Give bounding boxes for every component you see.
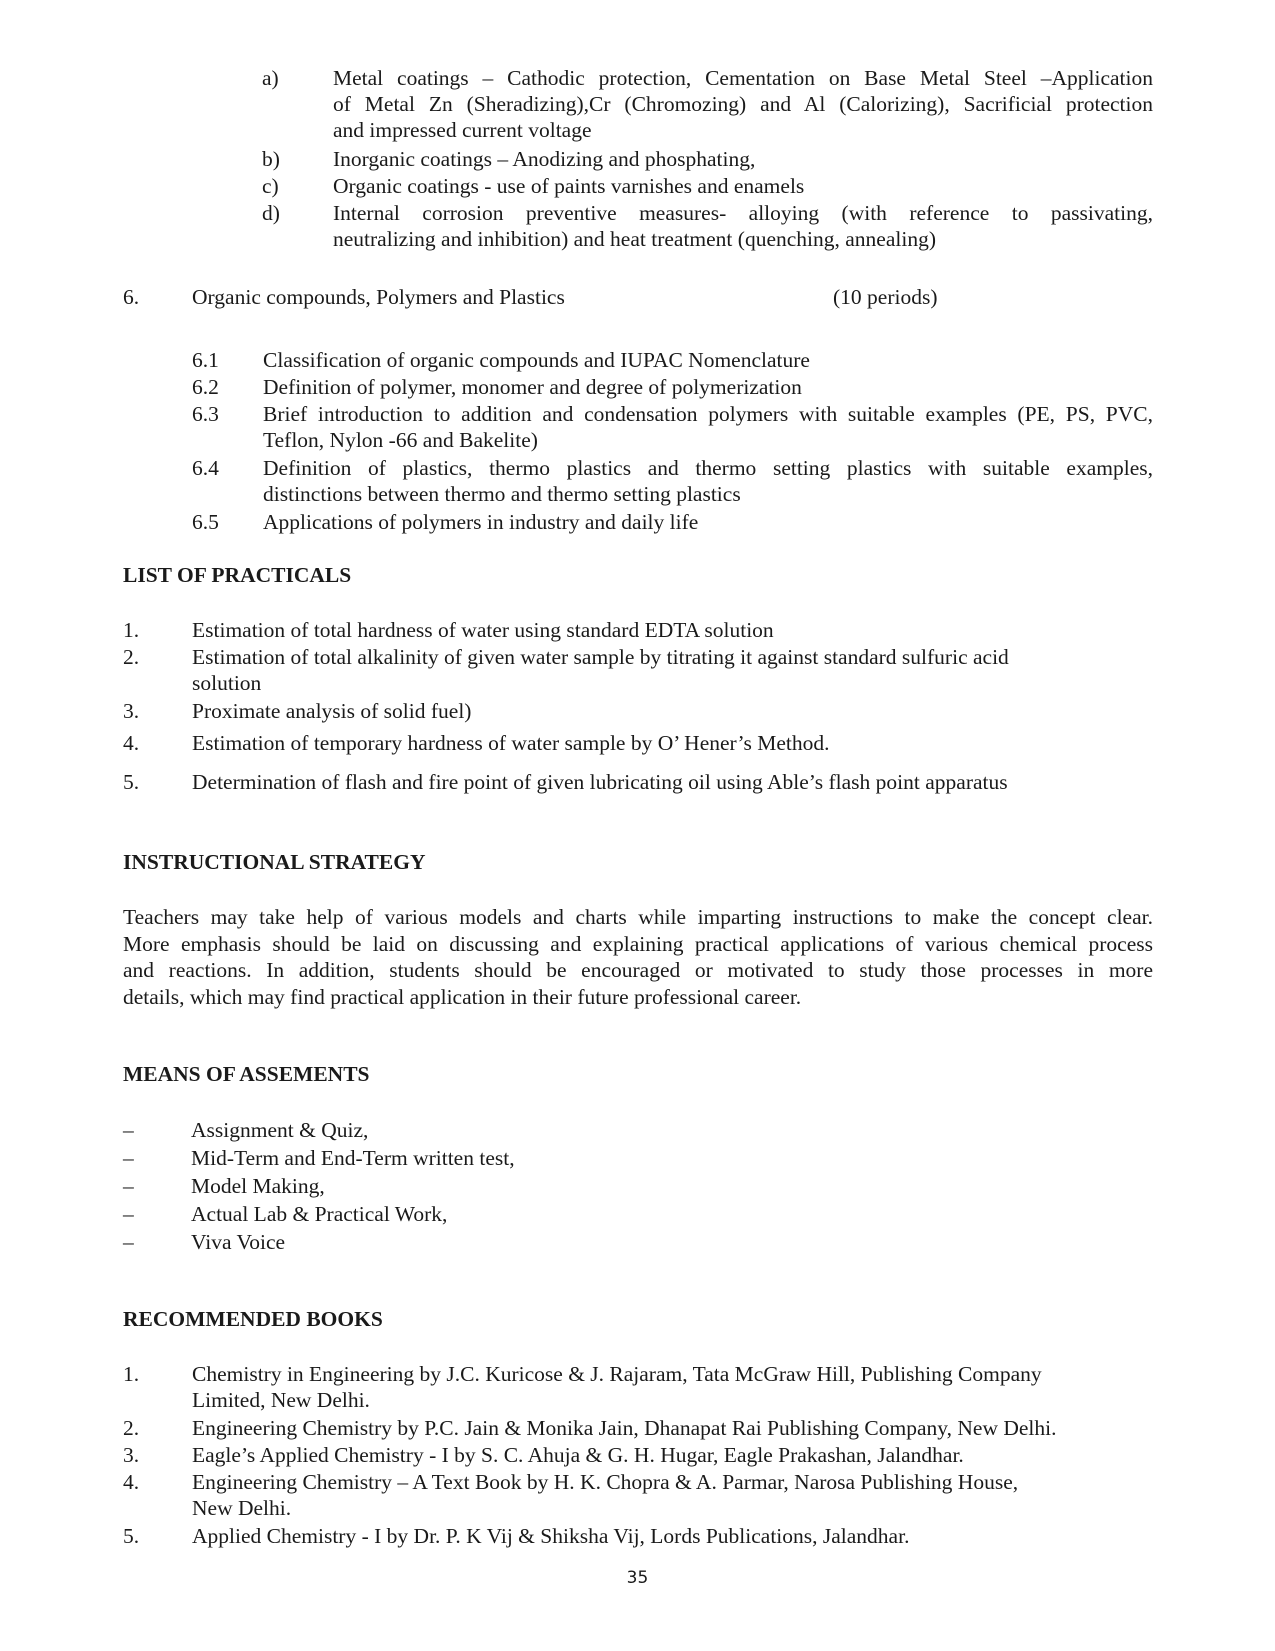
item-label: c)	[262, 174, 279, 198]
item-line: Definition of plastics, thermo plastics and thermo setting plastics with suitable examples,	[263, 456, 1153, 480]
item-line: Inorganic coatings – Anodizing and phosphating,	[333, 147, 756, 171]
item-label: 6.4	[192, 456, 219, 480]
strategy-heading: INSTRUCTIONAL STRATEGY	[123, 850, 426, 874]
dash-bullet: –	[123, 1202, 134, 1226]
item-label: 1.	[123, 1362, 140, 1386]
unit-title: Organic compounds, Polymers and Plastics	[192, 285, 565, 309]
item-line: Teflon, Nylon -66 and Bakelite)	[263, 428, 538, 452]
item-line: Viva Voice	[191, 1230, 286, 1254]
item-line: Estimation of temporary hardness of water sample by O’ Hener’s Method.	[192, 731, 830, 755]
item-label: 6.1	[192, 348, 219, 372]
unit-periods: (10 periods)	[833, 285, 938, 309]
item-label: 4.	[123, 731, 140, 755]
dash-bullet: –	[123, 1174, 134, 1198]
unit-number: 6.	[123, 285, 140, 309]
item-line: Definition of polymer, monomer and degree of polymerization	[263, 375, 802, 399]
item-line: Determination of flash and fire point of given lubricating oil using Able’s flash point apparatus	[192, 770, 1008, 794]
dash-bullet: –	[123, 1230, 134, 1254]
item-label: 3.	[123, 1443, 140, 1467]
item-line: Internal corrosion preventive measures- alloying (with reference to passivating,	[333, 201, 1153, 225]
item-label: 6.2	[192, 375, 219, 399]
item-label: 3.	[123, 699, 140, 723]
paragraph-line: and reactions. In addition, students should be encouraged or motivated to study those processes in more	[123, 958, 1153, 982]
item-line: Engineering Chemistry by P.C. Jain & Monika Jain, Dhanapat Rai Publishing Company, New Delhi.	[192, 1416, 1057, 1440]
item-label: 4.	[123, 1470, 140, 1494]
item-line: neutralizing and inhibition) and heat treatment (quenching, annealing)	[333, 227, 936, 251]
item-line: Proximate analysis of solid fuel)	[192, 699, 472, 723]
paragraph-line: Teachers may take help of various models and charts while imparting instructions to make the concept clear.	[123, 905, 1153, 929]
item-line: Estimation of total hardness of water using standard EDTA solution	[192, 618, 774, 642]
item-label: 5.	[123, 770, 140, 794]
item-line: Applications of polymers in industry and daily life	[263, 510, 699, 534]
item-line: Actual Lab & Practical Work,	[191, 1202, 448, 1226]
item-label: 1.	[123, 618, 140, 642]
item-line: Organic coatings - use of paints varnishes and enamels	[333, 174, 805, 198]
item-line: Estimation of total alkalinity of given water sample by titrating it against standard sulfuric acid	[192, 645, 1009, 669]
assessments-heading: MEANS OF ASSEMENTS	[123, 1062, 370, 1086]
item-label: d)	[262, 201, 280, 225]
books-heading: RECOMMENDED BOOKS	[123, 1307, 383, 1331]
item-line: New Delhi.	[192, 1496, 292, 1520]
item-line: Assignment & Quiz,	[191, 1118, 369, 1142]
item-label: b)	[262, 147, 280, 171]
item-line: Brief introduction to addition and condensation polymers with suitable examples (PE, PS, PVC,	[263, 402, 1153, 426]
item-line: solution	[192, 671, 262, 695]
dash-bullet: –	[123, 1146, 134, 1170]
page-number: 35	[626, 1568, 649, 1588]
item-label: 6.3	[192, 402, 219, 426]
item-label: 5.	[123, 1524, 140, 1548]
item-line: Chemistry in Engineering by J.C. Kuricose & J. Rajaram, Tata McGraw Hill, Publishing Company	[192, 1362, 1042, 1386]
paragraph-line: details, which may find practical application in their future professional career.	[123, 984, 802, 1009]
item-label: 6.5	[192, 510, 219, 534]
item-line: distinctions between thermo and thermo setting plastics	[263, 482, 741, 506]
strategy-paragraph	[123, 904, 1153, 1010]
item-line: Model Making,	[191, 1174, 325, 1198]
item-line: Engineering Chemistry – A Text Book by H. K. Chopra & A. Parmar, Narosa Publishing House,	[192, 1470, 1019, 1494]
dash-bullet: –	[123, 1118, 134, 1142]
item-line: Applied Chemistry - I by Dr. P. K Vij & Shiksha Vij, Lords Publications, Jalandhar.	[192, 1524, 910, 1548]
item-label: a)	[262, 66, 279, 90]
practicals-heading: LIST OF PRACTICALS	[123, 563, 352, 587]
paragraph-line: More emphasis should be laid on discussing and explaining practical applications of various chemical process	[123, 931, 1153, 956]
item-line: Metal coatings – Cathodic protection, Cementation on Base Metal Steel –Application	[333, 66, 1153, 90]
item-line: Limited, New Delhi.	[192, 1388, 370, 1412]
item-label: 2.	[123, 645, 140, 669]
item-line: Mid-Term and End-Term written test,	[191, 1146, 515, 1170]
item-line: Classification of organic compounds and IUPAC Nomenclature	[263, 348, 810, 372]
item-line: and impressed current voltage	[333, 118, 592, 142]
item-line: of Metal Zn (Sheradizing),Cr (Chromozing) and Al (Calorizing), Sacrificial protection	[333, 92, 1153, 116]
item-line: Eagle’s Applied Chemistry - I by S. C. Ahuja & G. H. Hugar, Eagle Prakashan, Jalandhar.	[192, 1443, 964, 1467]
item-label: 2.	[123, 1416, 140, 1440]
